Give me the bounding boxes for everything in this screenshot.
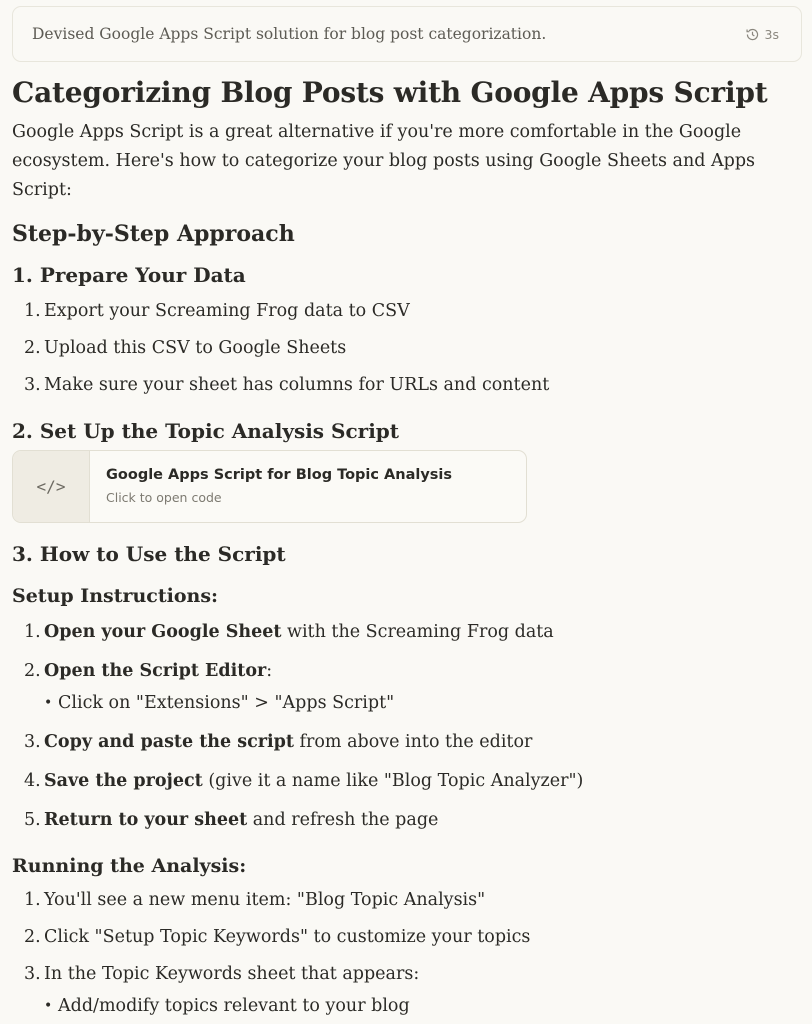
setup-heading: Setup Instructions: [12,585,219,607]
list-item: 1. Open your Google Sheet with the Screaming Frog data [24,622,554,642]
list-item: 3. Copy and paste the script from above into the editor [24,732,533,752]
sub-list-item: • Add/modify topics relevant to your blog [44,996,410,1016]
running-list [12,887,802,1019]
list-item: 1. You'll see a new menu item: "Blog Topic Analysis" [24,890,486,910]
artifact-subtitle: Click to open code [106,490,222,505]
step3-heading: 3. How to Use the Script [12,542,286,566]
sub-list-item: • Click on "Extensions" > "Apps Script" [44,693,395,713]
step1-heading: 1. Prepare Your Data [12,263,246,287]
code-artifact-card[interactable] [12,450,527,523]
intro-paragraph: Google Apps Script is a great alternative if you're more comfortable in the Google ecosystem. Here's how to categorize your blog posts using Google Sheets and Apps Script: [12,122,755,200]
setup-list [12,619,802,833]
list-item: 3. In the Topic Keywords sheet that appears: • Add/modify topics relevant to your blog [24,961,802,1019]
step1-list [12,298,802,398]
history-clock-icon [745,27,760,42]
code-icon: </> [13,451,90,522]
running-heading: Running the Analysis: [12,855,247,877]
thinking-duration [745,27,779,42]
thinking-duration-text: 3s [764,26,779,42]
list-item: 2. Upload this CSV to Google Sheets [24,338,347,358]
thinking-summary-text: Devised Google Apps Script solution for blog post categorization. [32,25,547,43]
response-title: Categorizing Blog Posts with Google Apps Script [12,76,768,109]
thinking-summary[interactable] [12,6,802,62]
sub-list [24,690,802,716]
sub-list [24,993,802,1019]
list-item: 2. Click "Setup Topic Keywords" to customize your topics [24,927,531,947]
list-item: 3. Make sure your sheet has columns for URLs and content [24,375,550,395]
list-item: 2. Open the Script Editor: • Click on "Extensions" > "Apps Script" [24,658,802,716]
step2-heading: 2. Set Up the Topic Analysis Script [12,419,400,443]
list-item: 5. Return to your sheet and refresh the page [24,810,439,830]
approach-heading: Step-by-Step Approach [12,221,295,247]
list-item: 1. Export your Screaming Frog data to CSV [24,301,410,321]
list-item: 4. Save the project (give it a name like "Blog Topic Analyzer") [24,771,584,791]
artifact-title: Google Apps Script for Blog Topic Analysis [106,467,453,483]
